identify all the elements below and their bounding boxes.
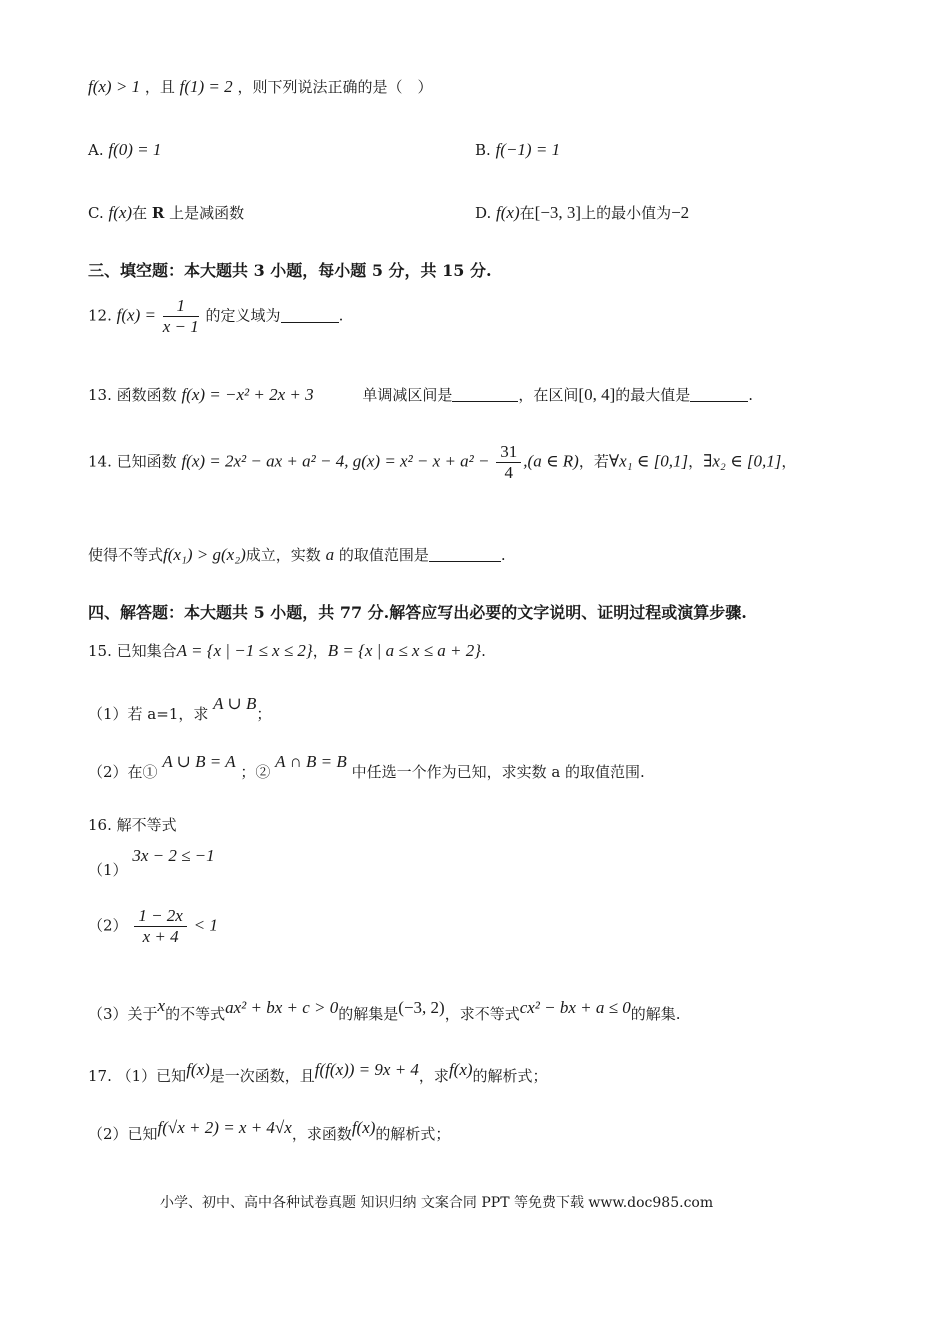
q17-p2-text-1: ，求函数 (291, 1125, 352, 1143)
q12-frac-num: 1 (163, 296, 199, 317)
q14-text-4: ， (781, 452, 797, 471)
q11-text-1: ，且 (144, 78, 175, 96)
q11-option-b (475, 140, 560, 160)
q13-blank-2 (690, 387, 748, 402)
q17-p2-label: （2）已知 (88, 1125, 158, 1143)
q14-math-1: f(x) = 2x² − ax + a² − 4, g(x) = x² − x + a² − (181, 451, 490, 471)
q16-p3-label: （3）关于 (88, 1005, 158, 1023)
q13-end: . (748, 386, 754, 404)
question-14-line-2 (88, 544, 506, 565)
q15-part-2 (88, 752, 645, 782)
q15-text-1: 已知集合 (116, 642, 177, 660)
q17-p1-math-1: f(x) (186, 1060, 210, 1079)
q16-p2-label: （2） (88, 916, 128, 935)
q17-part-2 (88, 1118, 450, 1144)
option-c-text-2: 上是减函数 (169, 204, 245, 222)
option-c-math: f(x) (108, 203, 133, 222)
q14-line2-a: a (325, 545, 335, 564)
q14-text-1: 已知函数 (116, 452, 177, 471)
q13-text-1: 函数函数 (116, 386, 177, 404)
q13-text-3: ，在区间 (518, 386, 579, 404)
q16-p3-text-2: 的解集是 (338, 1005, 399, 1023)
q16-p3-x: x (157, 996, 166, 1015)
q11-math-2: f(1) = 2 (179, 77, 233, 96)
q14-line2-text-3: 的取值范围是 (338, 546, 429, 564)
q16-p1-label: （1） (88, 861, 128, 879)
q13-text-4: 的最大值是 (615, 386, 691, 404)
option-c-real-set: R (151, 204, 165, 222)
question-12 (88, 296, 343, 337)
q13-text-2: 单调减区间是 (362, 386, 453, 404)
q14-number: 14. (88, 452, 112, 471)
q14-exists: ∃x₂ ∈ [0,1] (703, 451, 782, 471)
q12-end: . (338, 306, 344, 325)
q16-p3-math-2: cx² − bx + a ≤ 0 (519, 998, 631, 1017)
q15-p1-label: （1）若 a=1，求 (88, 705, 209, 723)
question-16 (88, 814, 177, 835)
q11-option-a (88, 140, 161, 160)
q12-frac-den: x − 1 (162, 317, 199, 336)
q11-math-1: f(x) > 1 (88, 77, 141, 96)
q12-number: 12. (88, 306, 112, 325)
option-d-text-2: 上的最小值为 (581, 204, 672, 222)
q17-number: 17. (88, 1067, 112, 1085)
q14-end: . (500, 546, 506, 564)
q15-set-b: B = {x | a ≤ x ≤ a + 2} (327, 641, 482, 660)
q17-p1-label: （1）已知 (116, 1067, 187, 1085)
q13-blank-1 (452, 387, 518, 402)
q13-number: 13. (88, 386, 112, 404)
q14-line2-text-1: 使得不等式 (88, 546, 164, 564)
q17-p2-math-1: f(√x + 2) = x + 4√x (157, 1118, 292, 1137)
q14-answer-blank (429, 547, 501, 562)
page-footer: 小学、初中、高中各种试卷真题 知识归纳 文案合同 PPT 等免费下载 www.doc985.com (160, 1195, 714, 1211)
q17-p1-math-3: f(x) (448, 1060, 473, 1079)
q17-p1-text-3: 的解析式； (472, 1067, 548, 1085)
q15-p2-text-2: 中任选一个作为已知，求实数 a 的取值范围. (351, 763, 645, 781)
option-c-text-1: 在 (132, 204, 148, 222)
q16-p2-rhs: < 1 (193, 915, 218, 935)
q14-forall: ∀x₁ ∈ [0,1] (608, 451, 689, 471)
q15-p2-text-1: ；② (240, 763, 271, 781)
option-d-text-1: 在 (519, 204, 535, 222)
q16-p3-text-3: ，求不等式 (444, 1005, 520, 1023)
q11-text-2: ，则下列说法正确的是（ ） (237, 78, 433, 96)
q14-frac-den: 4 (504, 463, 514, 482)
option-b-math: f(−1) = 1 (495, 140, 561, 159)
question-14-line-1 (88, 442, 796, 483)
q16-part-1 (88, 846, 215, 880)
q16-p3-text-1: 的不等式 (165, 1005, 226, 1023)
q15-p2-math-1: A ∪ B = A (162, 752, 236, 771)
q17-p1-text-2: ，求 (418, 1067, 449, 1085)
q14-line2-math: f(x₁) > g(x₂) (163, 545, 246, 564)
q12-text: 的定义域为 (205, 306, 281, 325)
q14-text-2: ，若 (578, 452, 609, 471)
section-4-heading: 四、解答题：本大题共 5 小题，共 77 分.解答应写出必要的文字说明、证明过程或演算步骤. (88, 603, 747, 622)
q16-p2-den: x + 4 (142, 927, 179, 946)
q13-math: f(x) = −x² + 2x + 3 (181, 385, 314, 404)
q12-fraction (163, 296, 199, 337)
q17-part-1 (88, 1060, 548, 1086)
option-d-label: D. (475, 204, 492, 222)
q14-fraction (496, 442, 521, 483)
q13-interval: [0, 4] (578, 385, 616, 404)
q16-p3-text-4: 的解集. (630, 1005, 681, 1023)
option-d-value: −2 (671, 203, 690, 222)
option-d-interval: [−3, 3] (534, 203, 582, 222)
option-c-label: C. (88, 204, 104, 222)
q14-line2-text-2: 成立，实数 (245, 546, 321, 564)
q15-p1-end: ； (256, 705, 272, 723)
q17-p1-math-2: f(f(x)) = 9x + 4 (314, 1060, 419, 1079)
q16-text-1: 解不等式 (116, 816, 177, 834)
q16-p3-math-1: ax² + bx + c > 0 (225, 998, 339, 1017)
q14-math-2: ,(a ∈ R) (523, 451, 579, 471)
q16-part-3 (88, 996, 681, 1024)
option-a-math: f(0) = 1 (108, 140, 162, 159)
q11-option-d (475, 202, 689, 223)
q16-part-2 (88, 906, 218, 947)
q15-text-2: ， (312, 642, 328, 660)
q11-condition-line (88, 76, 432, 97)
q15-number: 15. (88, 642, 112, 660)
q17-p2-math-2: f(x) (351, 1118, 376, 1137)
option-d-math: f(x) (496, 203, 520, 222)
q15-p1-math: A ∪ B (213, 694, 257, 713)
q16-p2-fraction (134, 906, 187, 947)
q15-set-a: A = {x | −1 ≤ x ≤ 2} (176, 641, 313, 660)
section-3-heading: 三、填空题：本大题共 3 小题，每小题 5 分，共 15 分. (88, 261, 492, 280)
option-b-label: B. (475, 141, 491, 159)
q15-end: . (481, 642, 486, 660)
q14-frac-num: 31 (496, 442, 521, 463)
q16-p3-interval: (−3, 2) (398, 998, 445, 1017)
question-15 (88, 640, 486, 661)
q16-number: 16. (88, 816, 112, 834)
q17-p2-text-2: 的解析式； (375, 1125, 451, 1143)
q11-option-c (88, 202, 244, 223)
question-13 (88, 384, 753, 405)
option-a-label: A. (88, 141, 104, 159)
q17-p1-text-1: 是一次函数，且 (209, 1067, 315, 1085)
q16-p2-num: 1 − 2x (134, 906, 187, 927)
q12-lhs: f(x) = (116, 305, 156, 325)
q12-answer-blank (281, 308, 339, 323)
q14-text-3: ， (688, 452, 704, 471)
q15-part-1 (88, 694, 271, 724)
q16-p1-math: 3x − 2 ≤ −1 (132, 846, 215, 865)
q15-p2-math-2: A ∩ B = B (275, 752, 347, 771)
q15-p2-label: （2）在① (88, 763, 158, 781)
